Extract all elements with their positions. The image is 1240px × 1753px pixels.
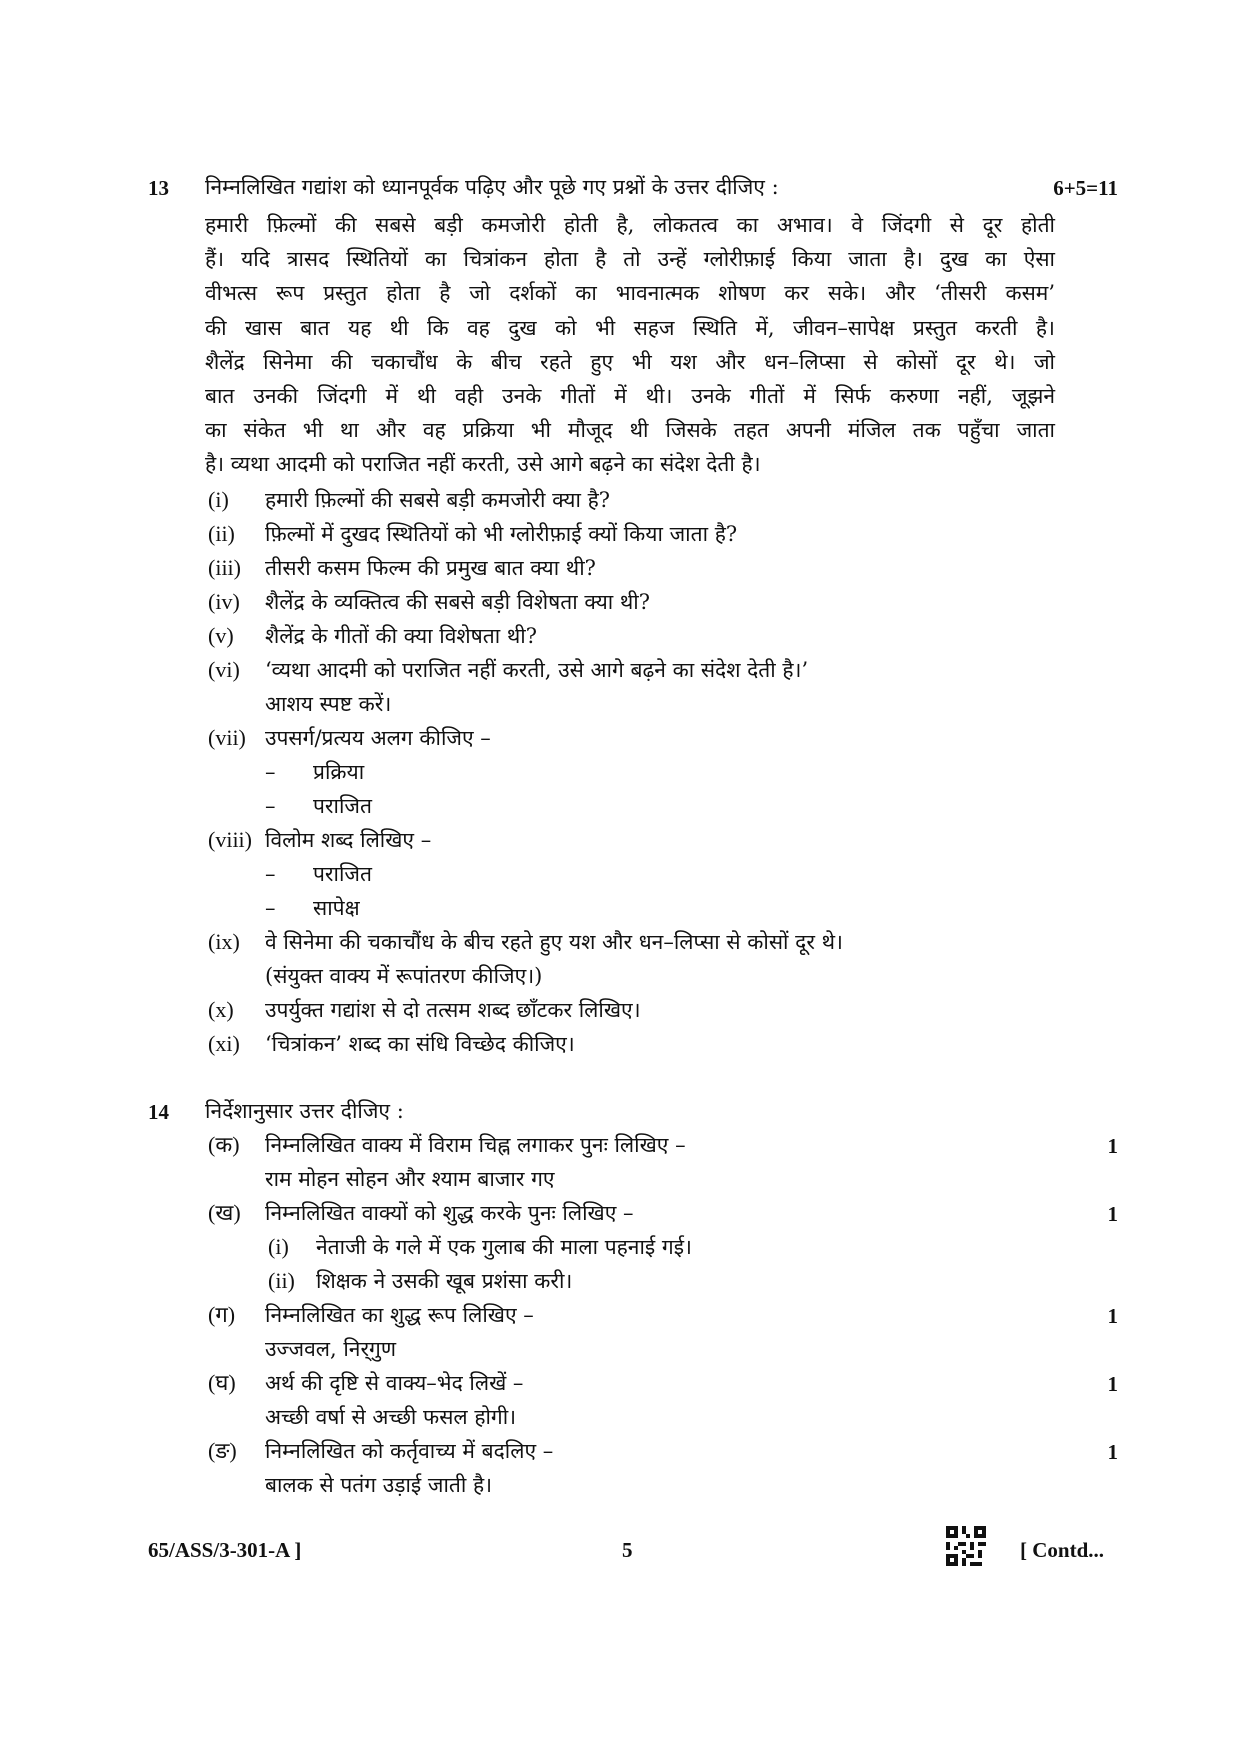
item-label: (v) <box>208 623 234 648</box>
q14-ga-marks: 1 <box>1107 1304 1118 1328</box>
passage-line: का संकेत भी था और वह प्रक्रिया भी मौजूद थी जिसके तहत अपनी मंजिल तक पहुँचा जाता <box>205 418 1055 443</box>
passage-line: है। व्यथा आदमी को पराजित नहीं करती, उसे आगे बढ़ने का संदेश देती है। <box>205 452 761 477</box>
item-text: अर्थ की दृष्टि से वाक्य–भेद लिखें – <box>265 1371 524 1395</box>
item-text: निम्नलिखित का शुद्ध रूप लिखिए – <box>265 1303 534 1327</box>
q13-item-v <box>208 619 537 653</box>
item-label: (vi) <box>208 657 240 682</box>
item-label: (ii) <box>268 1268 295 1293</box>
passage-line: हमारी फ़िल्मों की सबसे बड़ी कमजोरी होती है, लोकतत्व का अभाव। वे जिंदगी से दूर होती <box>205 213 1055 237</box>
q14-nga-marks: 1 <box>1107 1440 1118 1464</box>
q13-viii-sub-1 <box>265 857 372 891</box>
dash: – <box>265 862 276 886</box>
paper-code: 65/ASS/3-301-A ] <box>148 1538 302 1562</box>
item-label: (xi) <box>208 1031 240 1056</box>
passage-line: बात उनकी जिंदगी में थी वही उनके गीतों में थी। उनके गीतों में सिर्फ करुणा नहीं, जूझने <box>205 384 1055 409</box>
question-13-marks: 6+5=11 <box>1053 176 1118 200</box>
q14-part-ga <box>208 1298 534 1332</box>
q14-part-ka <box>208 1128 686 1162</box>
item-label: (ख) <box>208 1200 241 1225</box>
q14-gha-marks: 1 <box>1107 1372 1118 1396</box>
item-label: (ङ) <box>208 1438 237 1463</box>
item-text: निम्नलिखित वाक्य में विराम चिह्न लगाकर पुनः लिखिए – <box>265 1133 686 1157</box>
sub-word: पराजित <box>313 794 372 818</box>
item-label: (ix) <box>208 929 240 954</box>
item-label: (घ) <box>208 1370 236 1395</box>
passage-line: की खास बात यह थी कि वह दुख को भी सहज स्थिति में, जीवन–सापेक्ष प्रस्तुत करती है। <box>205 315 1055 340</box>
passage-line: वीभत्स रूप प्रस्तुत होता है जो दर्शकों का भावनात्मक शोषण कर सके। और ‘तीसरी कसम’ <box>205 281 1055 306</box>
page-number: 5 <box>622 1538 633 1562</box>
q14-kha-sub-i <box>268 1230 692 1264</box>
continued-label: [ Contd... <box>1020 1538 1105 1562</box>
q13-vii-sub-1 <box>265 755 364 789</box>
q14-kha-marks: 1 <box>1107 1202 1118 1226</box>
q13-item-iii <box>208 551 596 585</box>
sub-word: सापेक्ष <box>313 896 360 920</box>
q13-vii-sub-2 <box>265 789 372 823</box>
q14-part-kha <box>208 1196 634 1230</box>
item-label: (ग) <box>208 1302 236 1327</box>
q14-ka-line2: राम मोहन सोहन और श्याम बाजार गए <box>265 1167 555 1191</box>
sub-word: प्रक्रिया <box>313 760 365 784</box>
passage-line: हैं। यदि त्रासद स्थितियों का चित्रांकन होता है तो उन्हें ग्लोरीफ़ाई किया जाता है। दुख का ऐसा <box>205 247 1055 272</box>
item-label: (क) <box>208 1132 240 1157</box>
item-text: निम्नलिखित को कर्तृवाच्य में बदलिए – <box>265 1439 554 1463</box>
item-text: विलोम शब्द लिखिए – <box>265 828 432 852</box>
item-label: (viii) <box>208 827 252 852</box>
question-13-number: 13 <box>148 176 169 200</box>
question-13-instruction: निम्नलिखित गद्यांश को ध्यानपूर्वक पढ़िए और पूछे गए प्रश्नों के उत्तर दीजिए : <box>205 175 779 199</box>
dash: – <box>265 794 276 818</box>
question-14-instruction: निर्देशानुसार उत्तर दीजिए : <box>205 1099 404 1123</box>
item-text: शैलेंद्र के व्यक्तित्व की सबसे बड़ी विशेषता क्या थी? <box>265 590 650 614</box>
q14-part-gha <box>208 1366 523 1400</box>
item-text: हमारी फ़िल्मों की सबसे बड़ी कमजोरी क्या है? <box>265 488 611 512</box>
q13-item-ix <box>208 925 843 959</box>
q13-item-iv <box>208 585 650 619</box>
item-text: ‘चित्रांकन’ शब्द का संधि विच्छेद कीजिए। <box>265 1032 575 1056</box>
q13-item-vi-line2: आशय स्पष्ट करें। <box>265 692 392 716</box>
item-text: उपर्युक्त गद्यांश से दो तत्सम शब्द छाँटकर लिखिए। <box>265 998 641 1022</box>
item-label: (vii) <box>208 725 246 750</box>
q14-gha-line2: अच्छी वर्षा से अच्छी फसल होगी। <box>265 1405 517 1429</box>
q14-kha-sub-ii <box>268 1264 572 1298</box>
item-text: उपसर्ग/प्रत्यय अलग कीजिए – <box>265 726 491 750</box>
passage <box>205 208 1055 482</box>
item-text: फ़िल्मों में दुखद स्थितियों को भी ग्लोरीफ़ाई क्यों किया जाता है? <box>265 522 738 546</box>
q14-ga-line2: उज्जवल, निर्‌गुण <box>265 1337 397 1361</box>
dash: – <box>265 760 276 784</box>
q13-item-xi <box>208 1027 575 1061</box>
item-label: (i) <box>208 487 229 512</box>
item-text: शैलेंद्र के गीतों की क्या विशेषता थी? <box>265 624 537 648</box>
dash: – <box>265 896 276 920</box>
q14-part-nga <box>208 1434 553 1468</box>
q13-item-viii <box>208 823 431 857</box>
item-text: वे सिनेमा की चकाचौंध के बीच रहते हुए यश और धन–लिप्सा से कोसों दूर थे। <box>265 930 843 954</box>
q13-item-x <box>208 993 641 1027</box>
item-label: (iii) <box>208 555 241 580</box>
passage-line: शैलेंद्र सिनेमा की चकाचौंध के बीच रहते हुए भी यश और धन–लिप्सा से कोसों दूर थे। जो <box>205 349 1055 374</box>
item-label: (ii) <box>208 521 235 546</box>
question-14-number: 14 <box>148 1100 169 1124</box>
q14-nga-line2: बालक से पतंग उड़ाई जाती है। <box>265 1473 493 1497</box>
item-label: (i) <box>268 1234 289 1259</box>
q13-item-vii <box>208 721 491 755</box>
qr-code-icon <box>946 1526 986 1566</box>
item-text: ‘व्यथा आदमी को पराजित नहीं करती, उसे आगे बढ़ने का संदेश देती है।’ <box>265 658 809 682</box>
item-text: तीसरी कसम फिल्म की प्रमुख बात क्या थी? <box>265 556 596 580</box>
q13-item-vi <box>208 653 808 687</box>
item-text: निम्नलिखित वाक्यों को शुद्ध करके पुनः लिखिए – <box>265 1201 634 1225</box>
q13-item-i <box>208 483 610 517</box>
sub-word: पराजित <box>313 862 372 886</box>
item-text: नेताजी के गले में एक गुलाब की माला पहनाई गई। <box>316 1235 692 1259</box>
q14-ka-marks: 1 <box>1107 1134 1118 1158</box>
q13-viii-sub-2 <box>265 891 360 925</box>
item-label: (iv) <box>208 589 240 614</box>
q13-item-ii <box>208 517 737 551</box>
item-text: शिक्षक ने उसकी खूब प्रशंसा करी। <box>316 1269 573 1293</box>
item-label: (x) <box>208 997 234 1022</box>
q13-item-ix-line2: (संयुक्त वाक्य में रूपांतरण कीजिए।) <box>265 964 543 988</box>
